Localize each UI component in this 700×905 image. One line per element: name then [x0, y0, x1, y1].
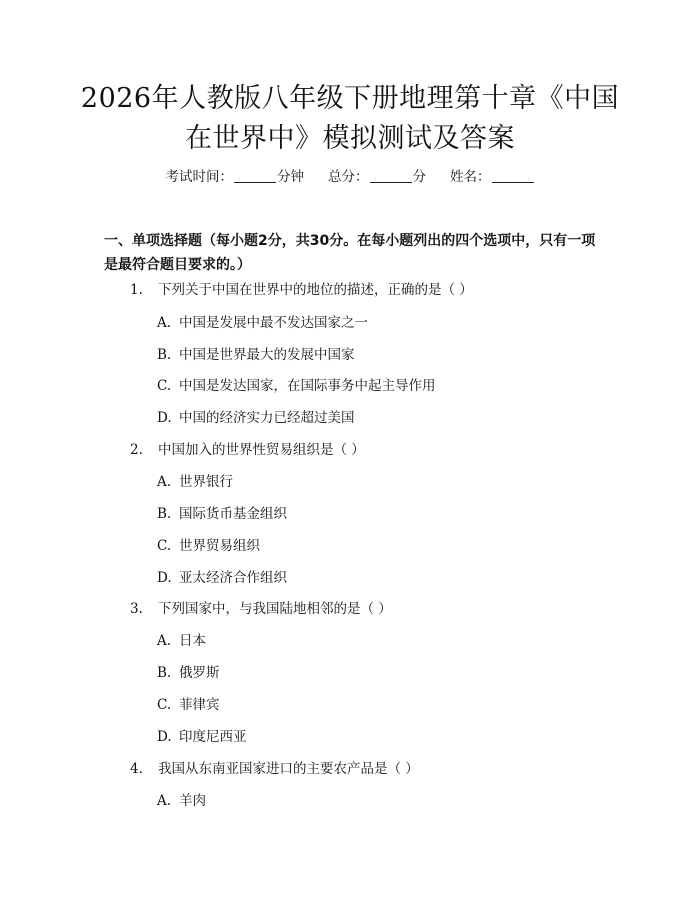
option-text: 菲律宾	[179, 697, 220, 713]
total-score-label: 总分：	[328, 169, 369, 185]
option-letter: D.	[157, 570, 172, 586]
question-3-option-b	[157, 663, 220, 683]
exam-time-label: 考试时间：	[165, 169, 233, 185]
option-text: 世界银行	[179, 474, 233, 490]
question-text: 下列国家中，与我国陆地相邻的是（ ）	[158, 601, 392, 617]
option-letter: C.	[157, 538, 172, 554]
question-3-option-a	[157, 631, 206, 651]
option-letter: A.	[157, 793, 172, 809]
question-1-option-d	[157, 408, 355, 428]
question-1-option-a	[157, 313, 368, 333]
question-number: 1.	[130, 282, 143, 298]
option-text: 中国是发展中最不发达国家之一	[179, 315, 368, 331]
option-letter: A.	[157, 315, 172, 331]
question-2-option-d	[157, 568, 287, 588]
option-letter: B.	[157, 347, 172, 363]
option-letter: A.	[157, 633, 172, 649]
total-score-unit: 分	[412, 169, 426, 185]
option-text: 中国是发达国家，在国际事务中起主导作用	[179, 378, 436, 394]
option-text: 中国的经济实力已经超过美国	[179, 410, 355, 426]
option-letter: B.	[157, 506, 172, 522]
question-2-option-b	[157, 504, 287, 524]
option-text: 日本	[179, 633, 206, 649]
question-number: 2.	[130, 442, 143, 458]
option-letter: B.	[157, 665, 172, 681]
option-text: 印度尼西亚	[179, 729, 247, 745]
question-3-option-c	[157, 695, 220, 715]
option-letter: A.	[157, 474, 172, 490]
exam-time-blank	[234, 168, 276, 183]
question-number: 3.	[130, 601, 143, 617]
question-3	[130, 599, 392, 619]
question-1-option-b	[157, 345, 355, 365]
option-text: 国际货币基金组织	[179, 506, 287, 522]
question-text: 中国加入的世界性贸易组织是（ ）	[158, 442, 365, 458]
question-2-option-c	[157, 536, 260, 556]
total-score-blank	[370, 168, 412, 183]
student-name-label: 姓名：	[450, 169, 491, 185]
option-text: 中国是世界最大的发展中国家	[179, 347, 355, 363]
question-3-option-d	[157, 727, 247, 747]
page-title-line-2: 在世界中》模拟测试及答案	[185, 123, 515, 154]
student-name-blank	[492, 168, 534, 183]
question-2-option-a	[157, 472, 233, 492]
question-1-option-c	[157, 376, 436, 396]
question-4-option-a	[157, 791, 206, 811]
exam-time-unit: 分钟	[277, 169, 304, 185]
question-2	[130, 440, 365, 460]
page-title-line-1: 2026年人教版八年级下册地理第十章《中国	[80, 83, 620, 114]
option-text: 俄罗斯	[179, 665, 220, 681]
option-text: 羊肉	[179, 793, 206, 809]
question-text: 我国从东南亚国家进口的主要农产品是（ ）	[158, 761, 419, 777]
option-text: 亚太经济合作组织	[179, 570, 287, 586]
option-text: 世界贸易组织	[179, 538, 260, 554]
question-text: 下列关于中国在世界中的地位的描述，正确的是（ ）	[158, 282, 473, 298]
question-number: 4.	[130, 761, 143, 777]
option-letter: C.	[157, 378, 172, 394]
option-letter: D.	[157, 729, 172, 745]
option-letter: C.	[157, 697, 172, 713]
option-letter: D.	[157, 410, 172, 426]
question-4	[130, 759, 419, 779]
exam-info-line	[0, 167, 700, 187]
question-1	[130, 280, 473, 300]
section-heading-single-choice: 一、单项选择题（每小题2分，共30分。在每小题列出的四个选项中，只有一项是最符合题目要求的。）	[104, 233, 596, 273]
